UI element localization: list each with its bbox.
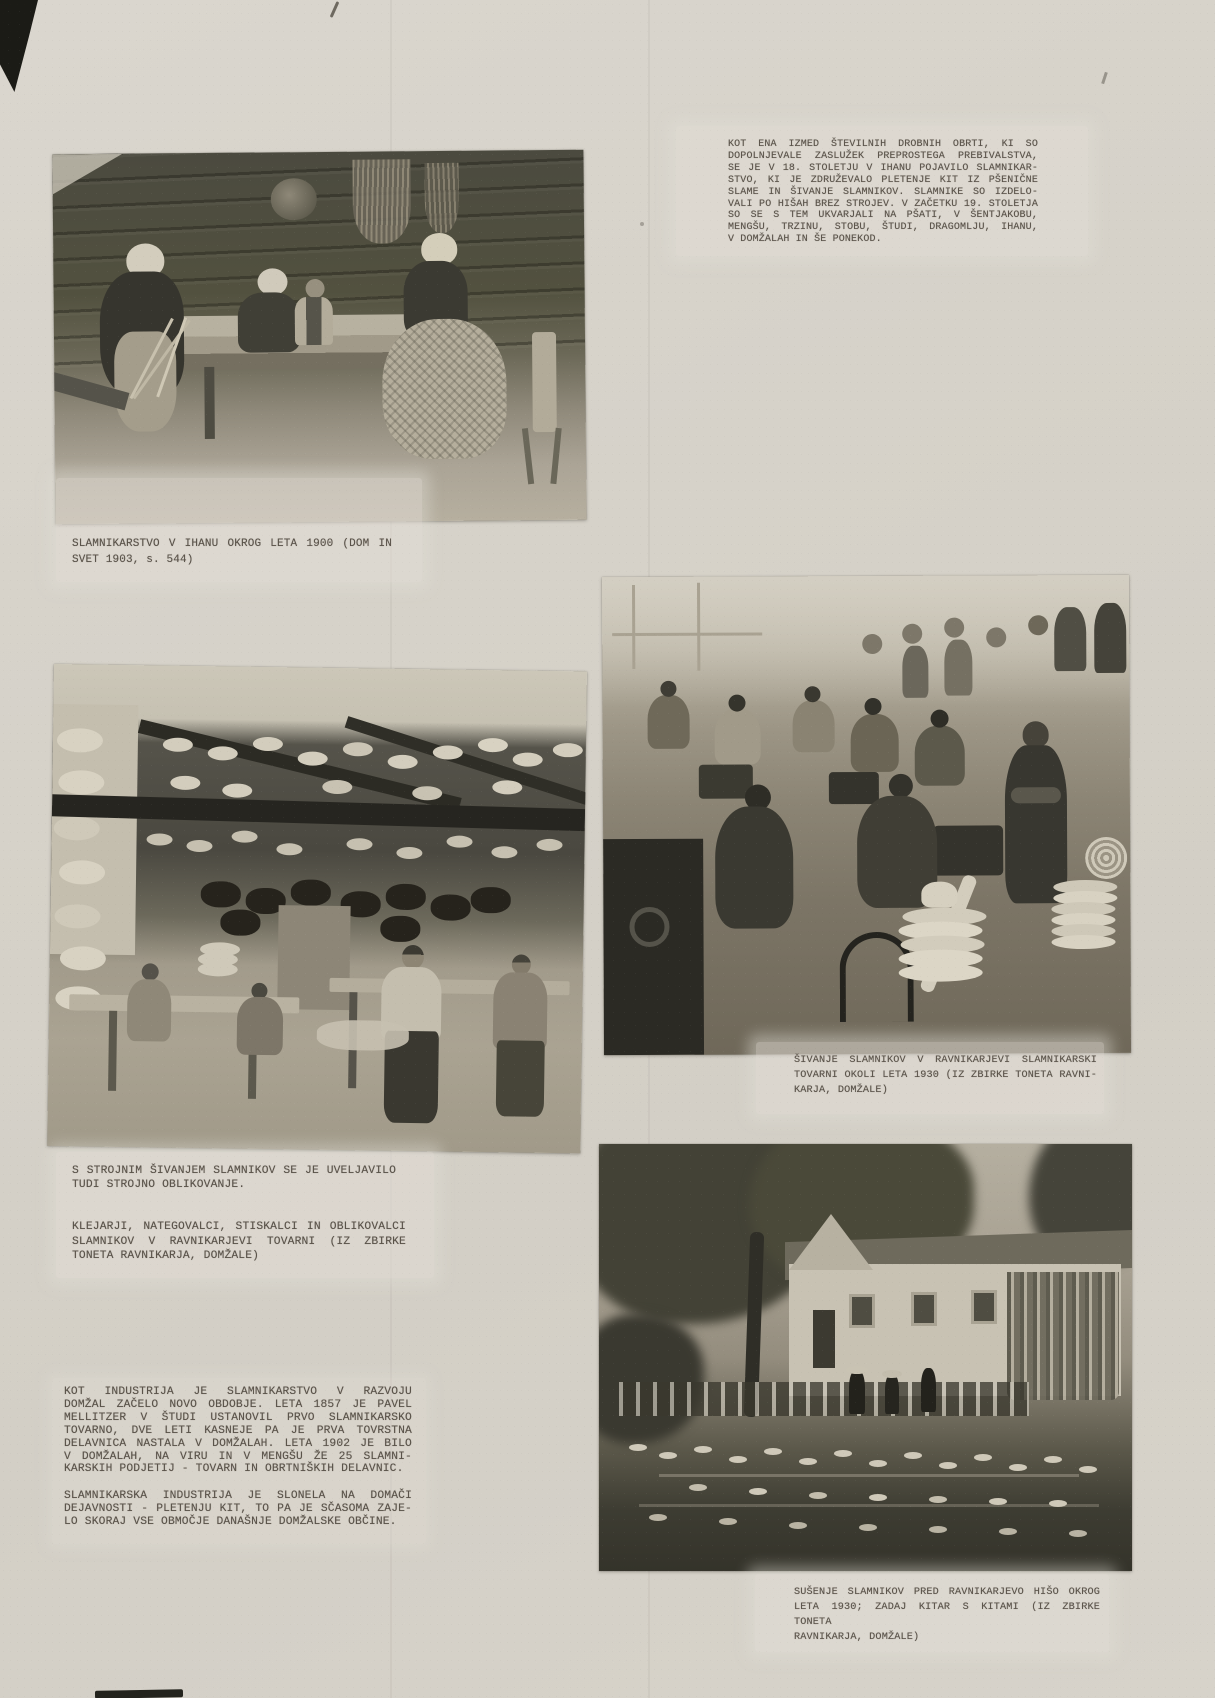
text-line: SO SE S TEM UKVARJALI NA PŠATI, V ŠENTJAKOBU, <box>728 210 1038 222</box>
seated-worker <box>715 708 761 764</box>
industry-paragraph-1 <box>64 1386 412 1476</box>
caption-photo4 <box>794 1585 1100 1645</box>
figure-silhouette <box>921 1368 936 1412</box>
text-line: LO SKORAJ VSE OBMOČJE DANAŠNJE DOMŽALSKE OBČINE. <box>64 1515 397 1528</box>
hat-parts-on-table <box>317 1020 409 1051</box>
figure-silhouette <box>885 1374 899 1414</box>
text-line: STVO, KI JE ZDRUŽEVALO PLETENJE KIT IZ PŠENIČNE <box>728 174 1038 186</box>
hat-stack <box>899 963 983 981</box>
folded-arms <box>1011 787 1061 803</box>
text-line: VALI PO HIŠAH BREZ STROJEV. V ZAČETKU 19. STOLETJA <box>728 198 1038 210</box>
skirt-check-pattern <box>382 318 507 459</box>
intro-text <box>728 139 1038 246</box>
standing-woman <box>902 646 928 698</box>
doorway <box>277 905 350 1010</box>
chair-back <box>532 332 557 432</box>
window <box>911 1292 937 1326</box>
text-line: DEJAVNOSTI - PLETENJU KIT, TO PA JE SČASOMA ZAJE- <box>64 1502 412 1515</box>
text-line: LETA 1930; ZADAJ KITAR S KITAMI (IZ ZBIRKE TONETA <box>794 1602 1100 1628</box>
photo-hat-drying-house <box>599 1144 1132 1571</box>
text-line: TOVARNO, DVE LETI KASNEJE PA JE PRVA TOVRSTNA <box>64 1424 412 1437</box>
figure-boy-head <box>305 279 324 298</box>
wall-plate <box>271 178 317 220</box>
picket-fence <box>619 1382 1029 1416</box>
hanging-straw-bundle <box>352 159 411 244</box>
seated-worker <box>851 714 899 772</box>
worker-head <box>660 681 676 697</box>
text-line: SE JE V 18. STOLETJU V IHANU POJAVILO SLAMNIKAR- <box>728 162 1038 174</box>
caption-photo3 <box>794 1053 1097 1098</box>
standing-girl-dress <box>1005 745 1068 903</box>
text-line: KOT ENA IZMED ŠTEVILNIH DROBNIH OBRTI, KI SO <box>728 139 1038 150</box>
ink-speck <box>640 222 644 226</box>
window-frame <box>632 585 635 669</box>
text-line: TUDI STROJNO OBLIKOVANJE. <box>72 1179 246 1191</box>
hanging-hats-row <box>163 738 193 752</box>
figure-silhouette <box>849 1370 865 1414</box>
table-leg <box>204 367 215 439</box>
standing-man-head <box>402 945 424 969</box>
ink-speck <box>1101 72 1108 84</box>
text-line: DOPOLNJEVALE ZASLUŽEK PREPROSTEGA PREBIVALSTVA, <box>728 150 1038 162</box>
text-line: KLEJARJI, NATEGOVALCI, STISKALCI IN OBLIKOVALCI <box>72 1221 406 1233</box>
straw-hat <box>882 1370 902 1378</box>
seated-worker <box>647 695 689 749</box>
standing-man-apron <box>496 1040 545 1117</box>
industry-paragraph-2 <box>64 1490 412 1529</box>
seated-worker <box>792 700 834 752</box>
text-line: DELAVNICA NASTALA V DOMŽALAH. LETA 1902 JE BILO <box>64 1437 412 1450</box>
text-line: DOMŽAL ZAČELO NOVO OBDOBJE. LETA 1857 JE PAVEL <box>64 1398 412 1411</box>
text-line: TOVARNI OKOLI LETA 1930 (IZ ZBIRKE TONETA RAVNI- <box>794 1070 1097 1081</box>
caption-photo1 <box>72 537 392 568</box>
text-line: SLAMNIKARSTVO V IHANU OKROG LETA 1900 (DOM IN <box>72 538 392 550</box>
straw-hat <box>846 1366 868 1374</box>
sewing-machine <box>933 825 1003 875</box>
photo-workshop-hanging-hats <box>47 664 587 1153</box>
torn-corner-artifact <box>0 0 38 92</box>
standing-man-suit <box>1094 603 1126 673</box>
dark-hanging-bundles <box>201 881 241 908</box>
back-row-heads <box>902 624 922 644</box>
text-line: V DOMŽALAH, NA VIRU IN V MENGŠU ŽE 25 SLAMNI- <box>64 1450 412 1463</box>
washed-out-top <box>602 575 1130 707</box>
text-line: RAVNIKARJA, DOMŽALE) <box>794 1632 920 1643</box>
text-line: KARSKIH PODJETIJ - TOVARN IN OBRTNIŠKIH DELAVNIC. <box>64 1463 404 1476</box>
door <box>813 1310 835 1368</box>
standing-man-vest <box>493 972 548 1049</box>
drying-hats-field <box>629 1444 647 1451</box>
text-line: SLAME IN ŠIVANJE SLAMNIKOV. SLAMNIKE SO IZDELO- <box>728 186 1038 198</box>
text-line: KOT INDUSTRIJA JE SLAMNIKARSTVO V RAZVOJU <box>64 1386 412 1398</box>
worker-head <box>142 963 159 980</box>
worker-head <box>728 695 745 712</box>
window <box>971 1290 997 1324</box>
worker-head <box>931 710 949 728</box>
drying-rack-rail <box>639 1504 1099 1507</box>
hat-column-left-wall <box>57 728 103 753</box>
hanging-hats-row <box>146 833 172 845</box>
standing-man-suit <box>1054 607 1086 671</box>
window-sill <box>612 632 762 636</box>
ceiling-beam-diagonal <box>345 716 587 810</box>
standing-girl-head <box>1023 721 1049 747</box>
table-leg <box>108 1011 117 1091</box>
text-line: MENGŠU, TRZINU, STOBU, ŠTUDI, DRAGOMLJU, IHANU, <box>728 222 1038 234</box>
seated-worker <box>127 979 172 1042</box>
note-machine-shaping <box>72 1164 396 1192</box>
sewing-machine <box>829 772 879 804</box>
photo-straw-plaiting-ihan <box>52 150 586 525</box>
window-frame <box>697 583 700 671</box>
chair-leg <box>522 428 534 484</box>
worker-head <box>864 698 881 715</box>
text-line: V DOMŽALAH IN ŠE PONEKOD. <box>728 234 882 246</box>
bush <box>599 1314 704 1444</box>
photo-hat-sewing-factory <box>602 575 1131 1055</box>
hanging-straw-braids <box>1007 1272 1119 1400</box>
text-line: SVET 1903, s. 544) <box>72 553 194 566</box>
foreground-woman-back <box>715 806 794 928</box>
text-line: SLAMNIKARSKA INDUSTRIJA JE SLONELA NA DOMAČI <box>64 1490 412 1502</box>
hat-stack <box>1052 935 1116 949</box>
seated-worker <box>915 726 965 786</box>
text-line: MELLITZER V ŠTUDI USTANOVIL PRVO SLAMNIKARSKO <box>64 1411 412 1424</box>
scratch-mark <box>330 1 340 18</box>
text-line: TONETA RAVNIKARJA, DOMŽALE) <box>72 1250 260 1262</box>
window <box>849 1294 875 1328</box>
text-line: KARJA, DOMŽALE) <box>794 1085 888 1096</box>
foreground-woman-head <box>889 774 913 798</box>
machine-wheel <box>629 907 669 947</box>
worker-head <box>804 686 820 702</box>
standing-woman <box>944 640 972 696</box>
figure-boy <box>295 297 333 345</box>
braid-coil <box>1085 837 1127 879</box>
bottom-edge-artifact <box>95 1689 183 1698</box>
machine-cabinet <box>603 839 704 1055</box>
hat-crown <box>921 882 957 908</box>
text-line: SLAMNIKOV V RAVNIKARJEVI TOVARNI (IZ ZBIRKE <box>72 1235 406 1248</box>
figure-middle-woman <box>238 292 301 353</box>
text-line: SUŠENJE SLAMNIKOV PRED RAVNIKARJEVO HIŠO OKROG <box>794 1587 1100 1598</box>
hat-stack-small <box>198 962 238 977</box>
text-line: ŠIVANJE SLAMNIKOV V RAVNIKARJEVI SLAMNIKARSKI <box>794 1055 1097 1066</box>
seated-worker <box>237 997 284 1056</box>
note-workers <box>72 1220 406 1264</box>
text-line: S STROJNIM ŠIVANJEM SLAMNIKOV SE JE UVELJAVILO <box>72 1165 396 1177</box>
drying-rack-rail <box>659 1474 1079 1477</box>
hanging-straw-bundle <box>424 163 459 233</box>
chair-leg <box>550 428 561 484</box>
